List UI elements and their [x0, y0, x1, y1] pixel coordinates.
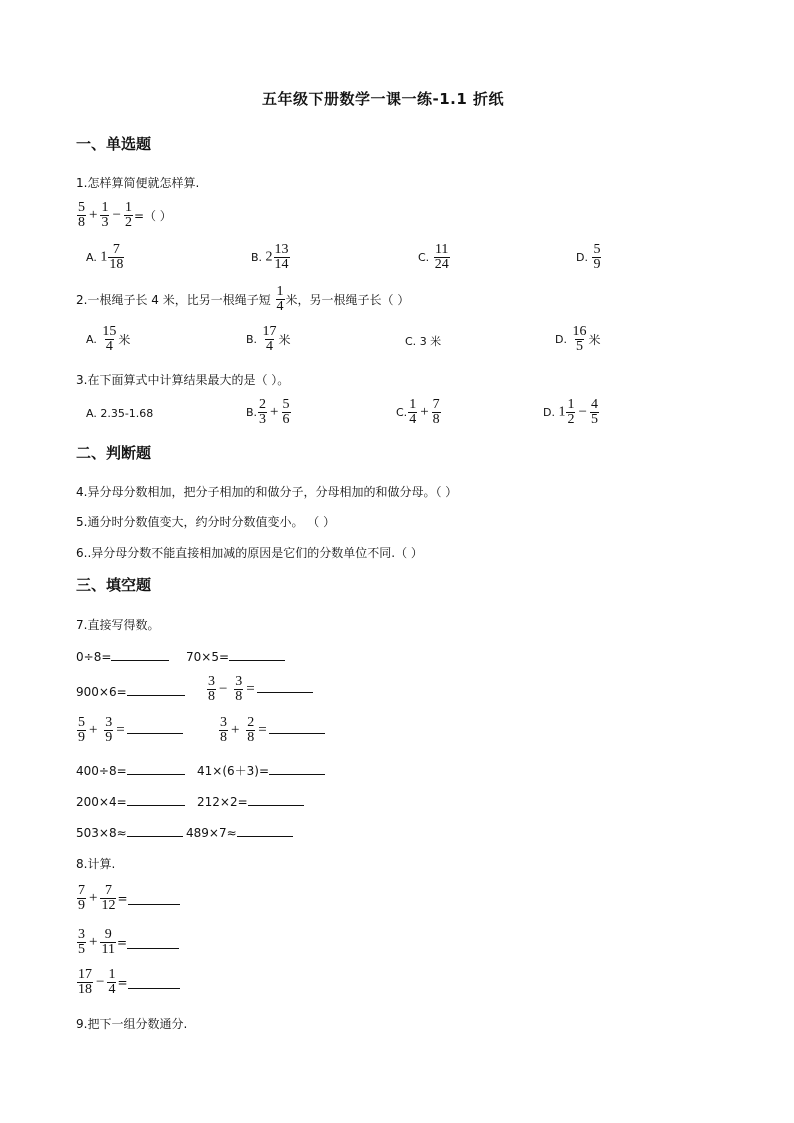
answer-blank[interactable]	[248, 793, 304, 806]
q7-row-5a: 200×4=	[76, 793, 185, 809]
question-5-text: 5.通分时分数值变大，约分时分数值变小。 （ ）	[76, 515, 336, 529]
question-1-option-d[interactable]: D. $\frac{5}{9}$	[576, 242, 601, 272]
question-7-text: 7.直接写得数。	[76, 618, 160, 632]
answer-blank[interactable]	[269, 721, 325, 734]
q7-row-3a: $\frac{5}{9}$ + $\frac{3}{9}$ =	[76, 716, 183, 745]
answer-blank[interactable]	[127, 824, 183, 837]
q7-row-4a: 400÷8=	[76, 762, 185, 778]
question-3-option-d[interactable]: D. 1 $\frac{1}{2}$ − $\frac{4}{5}$	[543, 397, 598, 427]
q7-row-6a: 503×8≈	[76, 824, 183, 840]
q7-row-2b: $\frac{3}{8}$ − $\frac{3}{8}$ =	[206, 675, 313, 704]
answer-blank[interactable]	[127, 721, 183, 734]
question-3-text: 3.在下面算式中计算结果最大的是（ ）。	[76, 373, 290, 387]
question-6-text: 6..异分母分数不能直接相加减的原因是它们的分数单位不同.（ ）	[76, 546, 423, 560]
q7-row-1b: 70×5=	[186, 648, 285, 664]
question-3-option-a[interactable]: A. 2.35-1.68	[86, 407, 154, 420]
question-1-option-b[interactable]: B. 2 $\frac{13}{14}$	[251, 242, 289, 272]
question-3-option-b[interactable]: B. $\frac{2}{3}$ + $\frac{5}{6}$	[246, 397, 290, 427]
answer-blank[interactable]	[128, 892, 180, 905]
fraction: $\frac{5}{8}$	[78, 200, 85, 230]
question-2-option-c[interactable]: C. 3 米	[405, 335, 442, 348]
question-3-option-c[interactable]: C. $\frac{1}{4}$ + $\frac{7}{8}$	[396, 397, 440, 427]
answer-blank[interactable]	[229, 648, 285, 661]
section-heading-3: 三、填空题	[76, 576, 152, 594]
question-2-option-b[interactable]: B. $\frac{17}{4}$ 米	[246, 324, 291, 354]
section-heading-2: 二、判断题	[76, 444, 152, 462]
question-1-expression: $\frac{5}{8}$ + $\frac{1}{3}$ − $\frac{1}{2}$ =（ ）	[78, 200, 172, 230]
q8-expression-2: $\frac{3}{5}$ + $\frac{9}{11}$ =	[76, 928, 179, 957]
q7-row-4b: 41×(6＋3)=	[197, 762, 325, 779]
answer-blank[interactable]	[127, 793, 185, 806]
question-2-text: 2.一根绳子长 4 米，比另一根绳子短 $\frac{1}{4}$ 米，另一根绳子长（ ）	[76, 284, 410, 314]
question-9-text: 9.把下一组分数通分.	[76, 1017, 188, 1031]
q8-expression-1: $\frac{7}{9}$ + $\frac{7}{12}$ =	[76, 884, 180, 913]
section-heading-1: 一、单选题	[76, 135, 152, 153]
answer-blank[interactable]	[127, 936, 179, 949]
q7-row-3b: $\frac{3}{8}$ + $\frac{2}{8}$ =	[218, 716, 325, 745]
q7-row-2a: 900×6=	[76, 683, 185, 699]
answer-blank[interactable]	[127, 683, 185, 696]
question-4-text: 4.异分母分数相加，把分子相加的和做分子，分母相加的和做分母。（ ）	[76, 485, 458, 499]
question-1-text: 1.怎样算简便就怎样算.	[76, 176, 200, 190]
question-8-text: 8.计算.	[76, 857, 116, 871]
question-2-option-d[interactable]: D. $\frac{16}{5}$ 米	[555, 324, 601, 354]
page-title: 五年级下册数学一课一练-1.1 折纸	[262, 90, 505, 108]
q8-expression-3: $\frac{17}{18}$ − $\frac{1}{4}$ =	[76, 968, 180, 997]
question-1-option-a[interactable]: A. 1 $\frac{7}{18}$	[86, 242, 124, 272]
answer-blank[interactable]	[111, 648, 169, 661]
q7-row-1a: 0÷8=	[76, 648, 169, 664]
q7-row-5b: 212×2=	[197, 793, 304, 809]
answer-blank[interactable]	[257, 680, 313, 693]
answer-blank[interactable]	[269, 762, 325, 775]
fraction: $\frac{1}{2}$	[124, 200, 132, 230]
answer-blank[interactable]	[127, 762, 185, 775]
question-2-option-a[interactable]: A. $\frac{15}{4}$ 米	[86, 324, 131, 354]
question-1-option-c[interactable]: C. $\frac{11}{24}$	[418, 242, 449, 272]
q7-row-6b: 489×7≈	[186, 824, 293, 840]
answer-blank[interactable]	[237, 824, 293, 837]
fraction: $\frac{1}{3}$	[101, 200, 109, 230]
answer-blank[interactable]	[128, 976, 180, 989]
